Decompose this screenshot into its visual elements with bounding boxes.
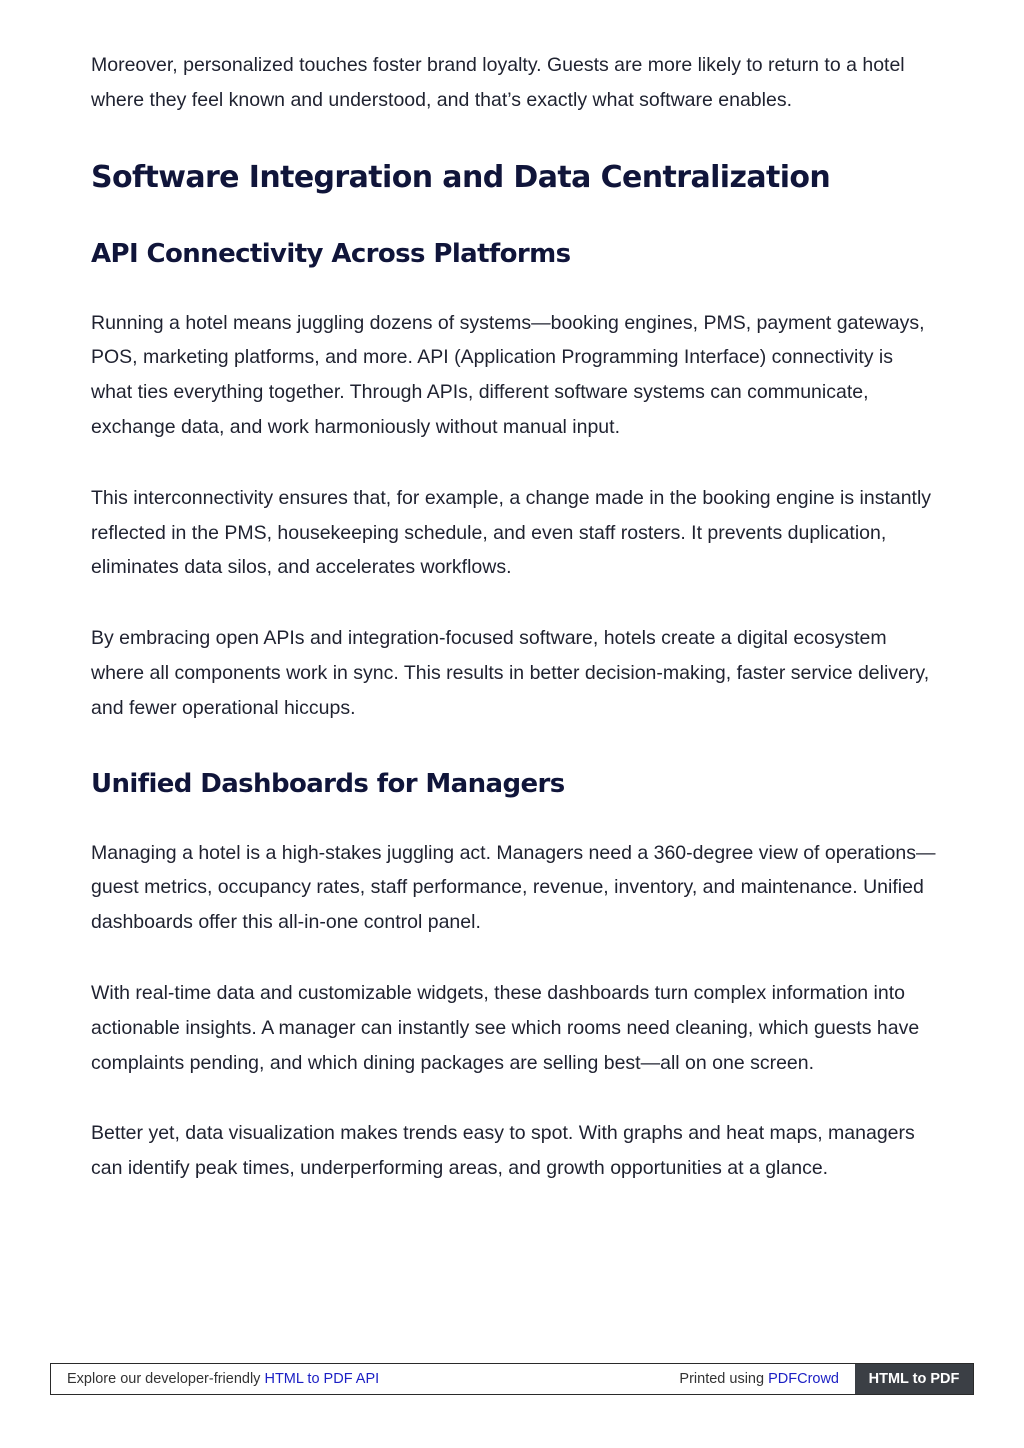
subsection-heading-api: API Connectivity Across Platforms	[91, 238, 571, 269]
subsection-heading-dashboards: Unified Dashboards for Managers	[91, 768, 565, 799]
paragraph: Running a hotel means juggling dozens of systems—booking engines, PMS, payment gateways, POS, marketing platforms, and more. API (Application Programming Interface) connectivity is what ties everything together. Through APIs, different software systems can communicate, exchange data, and work harmoniously without manual input.	[91, 311, 925, 438]
paragraph: By embracing open APIs and integration-focused software, hotels create a digital ecosystem where all components work in sync. This results in better decision-making, faster service delivery, and fewer operational hiccups.	[91, 627, 930, 719]
html-to-pdf-api-link[interactable]: HTML to PDF API	[264, 1371, 380, 1387]
paragraph: Better yet, data visualization makes trends easy to spot. With graphs and heat maps, managers can identify peak times, underperforming areas, and growth opportunities at a glance.	[91, 1122, 915, 1180]
paragraph: Managing a hotel is a high-stakes juggling act. Managers need a 360-degree view of operations—guest metrics, occupancy rates, staff performance, revenue, inventory, and maintenance. Unified dashboards offer this all-in-one control panel.	[91, 841, 936, 934]
section-heading: Software Integration and Data Centralization	[91, 159, 831, 195]
pdfcrowd-link[interactable]: PDFCrowd	[768, 1371, 839, 1387]
footer-explore-text: Explore our developer-friendly	[67, 1371, 261, 1387]
paragraph: This interconnectivity ensures that, for example, a change made in the booking engine is instantly reflected in the PMS, housekeeping schedule, and even staff rosters. It prevents duplication, eliminates data silos, and accelerates workflows.	[91, 486, 932, 579]
footer-explore	[51, 1371, 679, 1387]
footer-printed	[679, 1371, 855, 1387]
html-to-pdf-button[interactable]: HTML to PDF	[855, 1364, 973, 1394]
intro-paragraph: Moreover, personalized touches foster brand loyalty. Guests are more likely to return to a hotel where they feel known and understood, and that’s exactly what software enables.	[91, 54, 905, 111]
footer-printed-text: Printed using	[679, 1371, 765, 1387]
paragraph: With real-time data and customizable widgets, these dashboards turn complex information into actionable insights. A manager can instantly see which rooms need cleaning, which guests have complaints pending, and which dining packages are selling best—all on one screen.	[91, 981, 920, 1074]
article-content	[91, 48, 936, 1186]
pdfcrowd-footer	[50, 1363, 974, 1395]
